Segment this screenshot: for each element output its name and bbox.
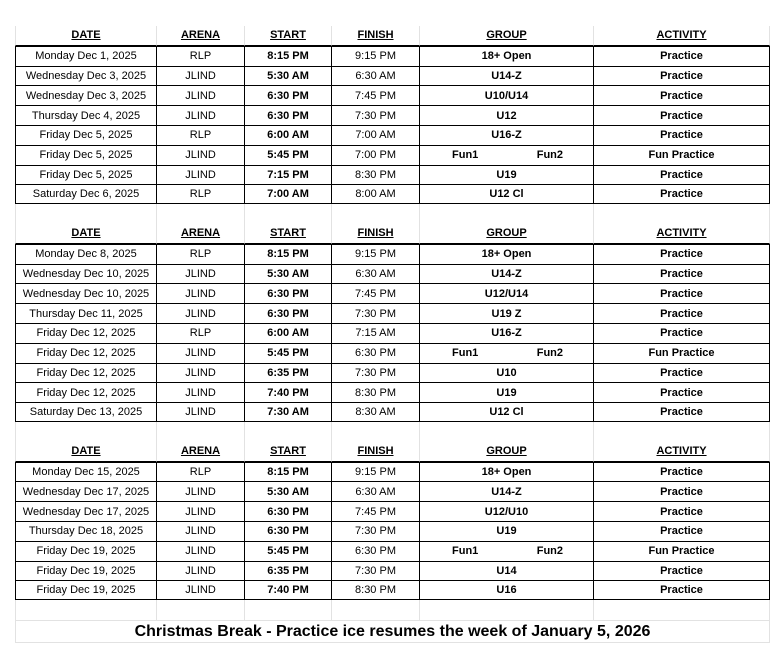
start-cell: 7:40 PM bbox=[244, 382, 331, 402]
arena-cell: RLP bbox=[156, 323, 244, 343]
group-cell: U16-Z bbox=[419, 125, 593, 145]
spacer-cell bbox=[331, 600, 419, 620]
activity-cell: Practice bbox=[593, 501, 770, 521]
table-row bbox=[15, 244, 770, 264]
table-row bbox=[15, 462, 770, 482]
start-cell: 6:30 PM bbox=[244, 85, 331, 105]
finish-cell: 7:00 AM bbox=[331, 125, 419, 145]
date-cell: Wednesday Dec 17, 2025 bbox=[15, 501, 156, 521]
activity-cell: Practice bbox=[593, 165, 770, 185]
spacer-cell bbox=[244, 422, 331, 442]
spacer-cell bbox=[593, 422, 770, 442]
group-cell: 18+ Open bbox=[419, 46, 593, 66]
column-header-finish: FINISH bbox=[331, 224, 419, 244]
start-cell: 7:00 AM bbox=[244, 184, 331, 204]
finish-cell: 6:30 AM bbox=[331, 264, 419, 284]
date-cell: Friday Dec 12, 2025 bbox=[15, 323, 156, 343]
finish-cell: 8:30 PM bbox=[331, 165, 419, 185]
table-row bbox=[15, 145, 770, 165]
group-cell: U14-Z bbox=[419, 264, 593, 284]
date-cell: Friday Dec 5, 2025 bbox=[15, 145, 156, 165]
spacer-cell bbox=[15, 204, 156, 224]
table-row bbox=[15, 283, 770, 303]
start-cell: 6:30 PM bbox=[244, 105, 331, 125]
table-row bbox=[15, 85, 770, 105]
finish-cell: 9:15 PM bbox=[331, 46, 419, 66]
finish-cell: 6:30 PM bbox=[331, 343, 419, 363]
group-cell: U10/U14 bbox=[419, 85, 593, 105]
date-cell: Friday Dec 19, 2025 bbox=[15, 561, 156, 581]
activity-cell: Practice bbox=[593, 283, 770, 303]
arena-cell: JLIND bbox=[156, 66, 244, 86]
activity-cell: Practice bbox=[593, 561, 770, 581]
table-row bbox=[15, 343, 770, 363]
activity-cell: Practice bbox=[593, 521, 770, 541]
arena-cell: JLIND bbox=[156, 303, 244, 323]
column-header-activity: ACTIVITY bbox=[593, 26, 770, 46]
group-cell: U14-Z bbox=[419, 481, 593, 501]
group-a-label: Fun1 bbox=[452, 347, 479, 360]
start-cell: 6:30 PM bbox=[244, 521, 331, 541]
group-cell: 18+ Open bbox=[419, 244, 593, 264]
group-cell: U19 bbox=[419, 165, 593, 185]
activity-cell: Practice bbox=[593, 323, 770, 343]
week-schedule-table bbox=[15, 442, 770, 600]
finish-cell: 7:45 PM bbox=[331, 85, 419, 105]
arena-cell: JLIND bbox=[156, 402, 244, 422]
table-row bbox=[15, 402, 770, 422]
date-cell: Thursday Dec 18, 2025 bbox=[15, 521, 156, 541]
activity-cell: Practice bbox=[593, 105, 770, 125]
column-header-start: START bbox=[244, 442, 331, 462]
group-cell: U19 bbox=[419, 521, 593, 541]
start-cell: 5:45 PM bbox=[244, 145, 331, 165]
finish-cell: 7:30 PM bbox=[331, 303, 419, 323]
table-header-row bbox=[15, 442, 770, 462]
table-row bbox=[15, 165, 770, 185]
table-row bbox=[15, 105, 770, 125]
finish-cell: 6:30 AM bbox=[331, 481, 419, 501]
table-row bbox=[15, 363, 770, 383]
activity-cell: Practice bbox=[593, 382, 770, 402]
start-cell: 8:15 PM bbox=[244, 462, 331, 482]
arena-cell: RLP bbox=[156, 46, 244, 66]
table-row bbox=[15, 66, 770, 86]
column-header-arena: ARENA bbox=[156, 224, 244, 244]
arena-cell: JLIND bbox=[156, 561, 244, 581]
column-header-activity: ACTIVITY bbox=[593, 442, 770, 462]
spacer-cell bbox=[156, 422, 244, 442]
start-cell: 8:15 PM bbox=[244, 244, 331, 264]
column-header-arena: ARENA bbox=[156, 442, 244, 462]
spacer-cell bbox=[419, 422, 593, 442]
group-b-label: Fun2 bbox=[536, 347, 563, 360]
spacer-cell bbox=[156, 204, 244, 224]
week-schedule-table bbox=[15, 26, 770, 204]
activity-cell: Practice bbox=[593, 402, 770, 422]
start-cell: 7:30 AM bbox=[244, 402, 331, 422]
week-schedule-table bbox=[15, 224, 770, 422]
group-cell: U12/U10 bbox=[419, 501, 593, 521]
arena-cell: JLIND bbox=[156, 481, 244, 501]
finish-cell: 7:30 PM bbox=[331, 363, 419, 383]
finish-cell: 8:30 PM bbox=[331, 382, 419, 402]
group-cell: U12 Cl bbox=[419, 402, 593, 422]
column-header-finish: FINISH bbox=[331, 442, 419, 462]
column-header-group: GROUP bbox=[419, 442, 593, 462]
spacer-cell bbox=[244, 204, 331, 224]
start-cell: 5:45 PM bbox=[244, 541, 331, 561]
column-header-date: DATE bbox=[15, 26, 156, 46]
arena-cell: JLIND bbox=[156, 363, 244, 383]
group-cell: U12 bbox=[419, 105, 593, 125]
arena-cell: JLIND bbox=[156, 343, 244, 363]
date-cell: Wednesday Dec 17, 2025 bbox=[15, 481, 156, 501]
date-cell: Monday Dec 8, 2025 bbox=[15, 244, 156, 264]
spacer-cell bbox=[593, 204, 770, 224]
group-cell bbox=[419, 541, 593, 561]
finish-cell: 8:00 AM bbox=[331, 184, 419, 204]
column-header-start: START bbox=[244, 26, 331, 46]
table-header-row bbox=[15, 26, 770, 46]
date-cell: Thursday Dec 4, 2025 bbox=[15, 105, 156, 125]
column-header-finish: FINISH bbox=[331, 26, 419, 46]
table-row bbox=[15, 382, 770, 402]
arena-cell: RLP bbox=[156, 125, 244, 145]
activity-cell: Practice bbox=[593, 46, 770, 66]
spacer-cell bbox=[331, 422, 419, 442]
start-cell: 5:30 AM bbox=[244, 66, 331, 86]
finish-cell: 7:15 AM bbox=[331, 323, 419, 343]
activity-cell: Fun Practice bbox=[593, 541, 770, 561]
arena-cell: JLIND bbox=[156, 283, 244, 303]
start-cell: 7:15 PM bbox=[244, 165, 331, 185]
spacer-cell bbox=[156, 600, 244, 620]
table-row bbox=[15, 46, 770, 66]
spacer-cell bbox=[593, 600, 770, 620]
date-cell: Monday Dec 1, 2025 bbox=[15, 46, 156, 66]
date-cell: Saturday Dec 13, 2025 bbox=[15, 402, 156, 422]
arena-cell: JLIND bbox=[156, 165, 244, 185]
arena-cell: JLIND bbox=[156, 382, 244, 402]
table-header-row bbox=[15, 224, 770, 244]
arena-cell: JLIND bbox=[156, 264, 244, 284]
group-cell bbox=[419, 145, 593, 165]
activity-cell: Practice bbox=[593, 244, 770, 264]
start-cell: 6:00 AM bbox=[244, 323, 331, 343]
date-cell: Thursday Dec 11, 2025 bbox=[15, 303, 156, 323]
start-cell: 6:30 PM bbox=[244, 283, 331, 303]
finish-cell: 7:45 PM bbox=[331, 501, 419, 521]
group-cell: U14 bbox=[419, 561, 593, 581]
spacer-cell bbox=[331, 204, 419, 224]
finish-cell: 9:15 PM bbox=[331, 462, 419, 482]
arena-cell: JLIND bbox=[156, 85, 244, 105]
group-b-label: Fun2 bbox=[536, 149, 563, 162]
date-cell: Friday Dec 5, 2025 bbox=[15, 165, 156, 185]
group-cell: U16 bbox=[419, 580, 593, 600]
activity-cell: Practice bbox=[593, 66, 770, 86]
finish-cell: 8:30 AM bbox=[331, 402, 419, 422]
start-cell: 6:30 PM bbox=[244, 501, 331, 521]
group-cell: U12/U14 bbox=[419, 283, 593, 303]
group-cell: U12 Cl bbox=[419, 184, 593, 204]
group-cell: U16-Z bbox=[419, 323, 593, 343]
column-header-date: DATE bbox=[15, 224, 156, 244]
spacer-cell bbox=[15, 600, 156, 620]
arena-cell: JLIND bbox=[156, 541, 244, 561]
date-cell: Saturday Dec 6, 2025 bbox=[15, 184, 156, 204]
date-cell: Wednesday Dec 3, 2025 bbox=[15, 85, 156, 105]
group-cell: U14-Z bbox=[419, 66, 593, 86]
finish-cell: 6:30 PM bbox=[331, 541, 419, 561]
finish-cell: 7:30 PM bbox=[331, 105, 419, 125]
schedule-footer-note: Christmas Break - Practice ice resumes the week of January 5, 2026 bbox=[15, 620, 770, 643]
table-row bbox=[15, 580, 770, 600]
activity-cell: Practice bbox=[593, 125, 770, 145]
date-cell: Friday Dec 12, 2025 bbox=[15, 343, 156, 363]
finish-cell: 8:30 PM bbox=[331, 580, 419, 600]
table-row bbox=[15, 264, 770, 284]
date-cell: Friday Dec 19, 2025 bbox=[15, 541, 156, 561]
table-row bbox=[15, 303, 770, 323]
date-cell: Friday Dec 5, 2025 bbox=[15, 125, 156, 145]
start-cell: 5:45 PM bbox=[244, 343, 331, 363]
date-cell: Wednesday Dec 10, 2025 bbox=[15, 264, 156, 284]
table-row bbox=[15, 501, 770, 521]
column-header-group: GROUP bbox=[419, 224, 593, 244]
group-cell: 18+ Open bbox=[419, 462, 593, 482]
finish-cell: 7:45 PM bbox=[331, 283, 419, 303]
activity-cell: Practice bbox=[593, 462, 770, 482]
table-row bbox=[15, 521, 770, 541]
arena-cell: JLIND bbox=[156, 501, 244, 521]
activity-cell: Practice bbox=[593, 184, 770, 204]
finish-cell: 6:30 AM bbox=[331, 66, 419, 86]
group-cell bbox=[419, 343, 593, 363]
column-header-date: DATE bbox=[15, 442, 156, 462]
date-cell: Friday Dec 19, 2025 bbox=[15, 580, 156, 600]
table-row bbox=[15, 541, 770, 561]
spacer-cell bbox=[419, 204, 593, 224]
start-cell: 6:35 PM bbox=[244, 561, 331, 581]
column-header-arena: ARENA bbox=[156, 26, 244, 46]
finish-cell: 7:30 PM bbox=[331, 561, 419, 581]
table-row bbox=[15, 184, 770, 204]
activity-cell: Practice bbox=[593, 363, 770, 383]
spacer-cell bbox=[15, 422, 156, 442]
start-cell: 8:15 PM bbox=[244, 46, 331, 66]
group-cell: U19 Z bbox=[419, 303, 593, 323]
start-cell: 5:30 AM bbox=[244, 264, 331, 284]
date-cell: Friday Dec 12, 2025 bbox=[15, 363, 156, 383]
spacer-cell bbox=[419, 600, 593, 620]
spacer-row bbox=[15, 422, 770, 442]
group-a-label: Fun1 bbox=[452, 149, 479, 162]
activity-cell: Fun Practice bbox=[593, 343, 770, 363]
group-cell: U10 bbox=[419, 363, 593, 383]
activity-cell: Practice bbox=[593, 85, 770, 105]
group-a-label: Fun1 bbox=[452, 545, 479, 558]
activity-cell: Practice bbox=[593, 303, 770, 323]
schedule-sheet bbox=[15, 26, 770, 620]
finish-cell: 7:30 PM bbox=[331, 521, 419, 541]
start-cell: 6:35 PM bbox=[244, 363, 331, 383]
activity-cell: Practice bbox=[593, 580, 770, 600]
column-header-group: GROUP bbox=[419, 26, 593, 46]
start-cell: 7:40 PM bbox=[244, 580, 331, 600]
finish-cell: 9:15 PM bbox=[331, 244, 419, 264]
date-cell: Wednesday Dec 10, 2025 bbox=[15, 283, 156, 303]
arena-cell: RLP bbox=[156, 462, 244, 482]
arena-cell: JLIND bbox=[156, 521, 244, 541]
arena-cell: RLP bbox=[156, 184, 244, 204]
table-row bbox=[15, 125, 770, 145]
column-header-start: START bbox=[244, 224, 331, 244]
group-b-label: Fun2 bbox=[536, 545, 563, 558]
spacer-cell bbox=[244, 600, 331, 620]
date-cell: Friday Dec 12, 2025 bbox=[15, 382, 156, 402]
table-row bbox=[15, 561, 770, 581]
arena-cell: RLP bbox=[156, 244, 244, 264]
arena-cell: JLIND bbox=[156, 580, 244, 600]
table-row bbox=[15, 323, 770, 343]
start-cell: 6:30 PM bbox=[244, 303, 331, 323]
column-header-activity: ACTIVITY bbox=[593, 224, 770, 244]
finish-cell: 7:00 PM bbox=[331, 145, 419, 165]
activity-cell: Practice bbox=[593, 264, 770, 284]
arena-cell: JLIND bbox=[156, 145, 244, 165]
group-cell: U19 bbox=[419, 382, 593, 402]
arena-cell: JLIND bbox=[156, 105, 244, 125]
table-row bbox=[15, 481, 770, 501]
date-cell: Monday Dec 15, 2025 bbox=[15, 462, 156, 482]
spacer-row bbox=[15, 204, 770, 224]
start-cell: 5:30 AM bbox=[244, 481, 331, 501]
activity-cell: Fun Practice bbox=[593, 145, 770, 165]
activity-cell: Practice bbox=[593, 481, 770, 501]
start-cell: 6:00 AM bbox=[244, 125, 331, 145]
spacer-row bbox=[15, 600, 770, 620]
date-cell: Wednesday Dec 3, 2025 bbox=[15, 66, 156, 86]
